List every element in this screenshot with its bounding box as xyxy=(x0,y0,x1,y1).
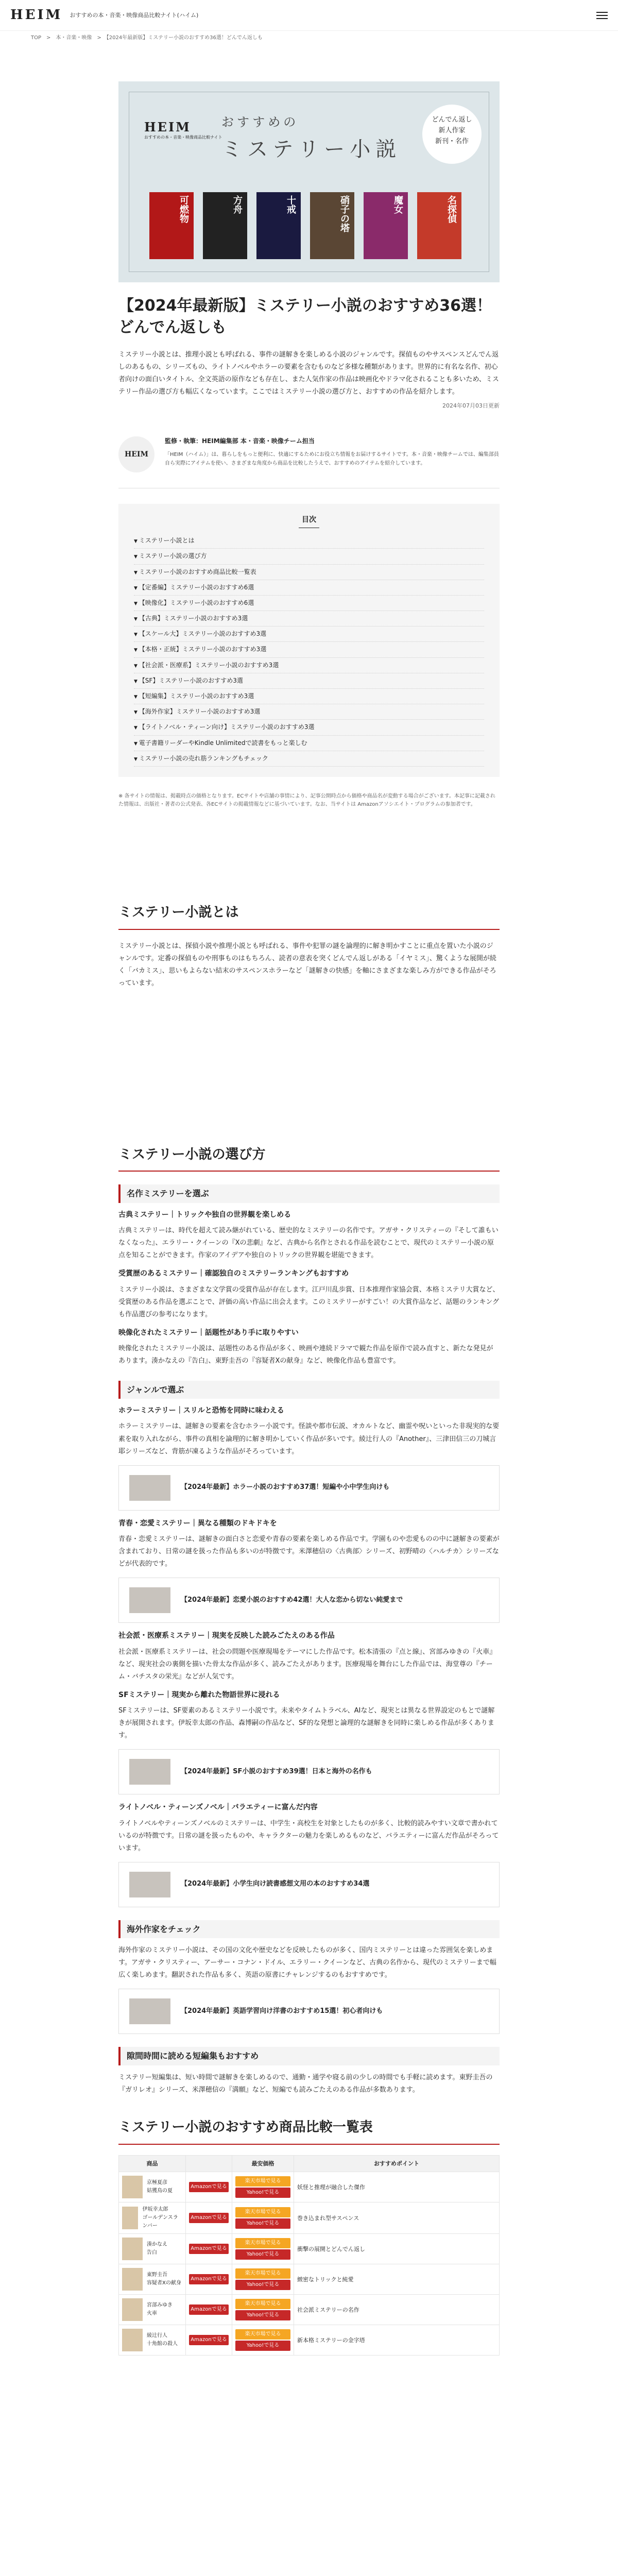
toc-link[interactable]: ▼ 【定番編】ミステリー小説のおすすめ6選 xyxy=(134,580,484,596)
toc-link[interactable]: ▼ 【本格・正統】ミステリー小説のおすすめ3選 xyxy=(134,642,484,657)
toc-link[interactable]: ▼ 【短編集】ミステリー小説のおすすめ3選 xyxy=(134,689,484,704)
topic-text: 青春・恋愛ミステリーは、謎解きの面白さと恋愛や青春の要素を楽しめる作品です。学園ものや恋愛ものの中に謎解きの要素が含まれており、日常の謎を扱った作品も多いのが特徴です。米澤穂信の〈古典部〉シリーズ、初野晴の〈ハルチカ〉シリーズなどが代表的です。 xyxy=(118,1535,500,1568)
toc-link[interactable]: ▼ ミステリー小説の選び方 xyxy=(134,549,484,564)
topic-text: 古典ミステリーは、時代を超えて読み継がれている、歴史的なミステリーの名作です。アガサ・クリスティーの『そして誰もいなくなった』、エラリー・クイーンの『Xの悲劇』など、古典から名作とされる作品を読むことで、現代のミステリー小説の原点を知ることができます。作家のアイデアや独自のトリックの世界観を堪能できます。 xyxy=(118,1227,499,1260)
rakuten-button[interactable]: 楽天市場で見る xyxy=(235,2238,290,2248)
column-header: 最安価格 xyxy=(232,2155,294,2172)
product-thumbnail xyxy=(122,2238,143,2260)
topic-heading: 受賞歴のあるミステリー｜確認独自のミステリーランキングもおすすめ xyxy=(118,1269,349,1278)
rakuten-button[interactable]: 楽天市場で見る xyxy=(235,2176,290,2187)
rakuten-button[interactable]: 楽天市場で見る xyxy=(235,2329,290,2340)
point-cell: 妖怪と推理が融合した傑作 xyxy=(294,2172,500,2202)
toc-link[interactable]: ▼ 【ライトノベル・ティーン向け】ミステリー小説のおすすめ3選 xyxy=(134,720,484,735)
toc-link[interactable]: ▼ ミステリー小説とは xyxy=(134,533,484,549)
site-description: おすすめの本・音楽・映像商品比較ナイト(ハイム) xyxy=(70,11,199,19)
article xyxy=(118,81,500,2355)
hero-logo-sub: おすすめの本・音楽・映像商品比較ナイト xyxy=(144,135,222,140)
toc-link[interactable]: ▼ 電子書籍リーダーやKindle Unlimitedで読書をもっと楽しむ xyxy=(134,736,484,751)
column-header: おすすめポイント xyxy=(294,2155,500,2172)
product-thumbnail xyxy=(122,2298,143,2321)
section-heading: ミステリー小説の選び方 xyxy=(118,1144,500,1172)
product-cell[interactable]: 綾辻行人 十角館の殺人 xyxy=(119,2325,186,2355)
product-cell[interactable]: 伊坂幸太郎 ゴールデンスランバー xyxy=(119,2202,186,2234)
toc-link[interactable]: ▼ 【海外作家】ミステリー小説のおすすめ3選 xyxy=(134,704,484,720)
table-row xyxy=(119,2325,500,2355)
product-thumbnail xyxy=(122,2329,143,2351)
related-article-card[interactable]: 【2024年最新】SF小説のおすすめ39選！日本と海外の名作も xyxy=(118,1749,500,1794)
yahoo-button[interactable]: Yahoo!で見る xyxy=(235,2310,290,2320)
related-article-card[interactable]: 【2024年最新】英語学習向け洋書のおすすめ15選！初心者向けも xyxy=(118,1989,500,2034)
card-thumbnail xyxy=(129,1998,170,2024)
amazon-button[interactable]: Amazonで見る xyxy=(189,2213,229,2223)
comparison-table xyxy=(118,2155,500,2356)
table-row xyxy=(119,2264,500,2295)
topic-heading: ホラーミステリー｜スリルと恐怖を同時に味わえる xyxy=(118,1406,284,1415)
point-cell: 衝撃の展開とどんでん返し xyxy=(294,2234,500,2264)
topic-heading: 社会派・医療系ミステリー｜現実を反映した読みごたえのある作品 xyxy=(118,1632,335,1640)
page-title: 【2024年最新版】ミステリー小説のおすすめ36選！どんでん返しも xyxy=(118,297,492,336)
hero-badge: どんでん返し 新人作家 新刊・名作 xyxy=(422,105,482,164)
topic-text: ミステリー小説は、さまざまな文学賞の受賞作品が存在します。江戸川乱歩賞、日本推理作家協会賞、本格ミステリ大賞など、受賞歴のある作品を選ぶことで、評価の高い作品に出会えます。このミステリーがすごい！の大賞作品など、話題のランキングも作品選びの参考になります。 xyxy=(118,1285,500,1318)
related-article-card[interactable]: 【2024年最新】恋愛小説のおすすめ42選！大人な恋から切ない純愛まで xyxy=(118,1578,500,1623)
card-thumbnail xyxy=(129,1872,170,1897)
topic-text: 社会派・医療系ミステリーは、社会の問題や医療現場をテーマにした作品です。松本清張の『点と線』、宮部みゆきの『火車』など、現実社会の裏側を描いた骨太な作品が多く、読みごたえがあります。医療現場を舞台にした作品では、海堂尊の『チーム・バチスタの栄光』などが人気です。 xyxy=(118,1648,496,1681)
rakuten-button[interactable]: 楽天市場で見る xyxy=(235,2207,290,2217)
topic-heading: ライトノベル・ティーンズノベル｜バラエティーに富んだ内容 xyxy=(118,1803,318,1812)
toc-link[interactable]: ▼ 【SF】ミステリー小説のおすすめ3選 xyxy=(134,673,484,689)
toc-link[interactable]: ▼ 【映像化】ミステリー小説のおすすめ6選 xyxy=(134,596,484,611)
supervisor-avatar: HEIM xyxy=(118,436,154,472)
site-header xyxy=(0,0,618,31)
table-row xyxy=(119,2172,500,2202)
table-row xyxy=(119,2295,500,2325)
hero-book-cover: 名探偵 xyxy=(417,192,461,259)
hero-image xyxy=(118,81,500,282)
supervisor-name: 監修・執筆：HEIM編集部 本・音楽・映像チーム担当 xyxy=(165,437,315,445)
column-header: 商品 xyxy=(119,2155,186,2172)
point-cell: 新本格ミステリーの金字塔 xyxy=(294,2325,500,2355)
topic-text: ミステリー短編集は、短い時間で謎解きを楽しめるので、通勤・通学や寝る前の少しの時間でも手軽に読めます。東野圭吾の『ガリレオ』シリーズ、米澤穂信の『満願』など、短編でも読みごたえのある作品が多数あります。 xyxy=(118,2074,493,2094)
table-of-contents xyxy=(118,504,500,777)
section-heading: ミステリー小説とは xyxy=(118,902,500,930)
product-thumbnail xyxy=(122,2176,143,2198)
hero-kicker: おすすめの xyxy=(221,115,299,129)
hero-books xyxy=(149,192,461,259)
hero-book-cover: 硝子の塔 xyxy=(310,192,354,259)
amazon-button[interactable]: Amazonで見る xyxy=(189,2304,229,2315)
site-logo[interactable]: HEIM xyxy=(10,7,63,23)
amazon-button[interactable]: Amazonで見る xyxy=(189,2244,229,2254)
table-row xyxy=(119,2202,500,2234)
column-header xyxy=(186,2155,232,2172)
related-article-card[interactable]: 【2024年最新】ホラー小説のおすすめ37選！短編や小中学生向けも xyxy=(118,1465,500,1511)
updated-date: 2024年07月03日更新 xyxy=(442,402,500,410)
product-thumbnail xyxy=(122,2268,143,2291)
amazon-button[interactable]: Amazonで見る xyxy=(189,2335,229,2345)
yahoo-button[interactable]: Yahoo!で見る xyxy=(235,2341,290,2351)
sub-heading: ジャンルで選ぶ xyxy=(118,1381,500,1399)
product-cell[interactable]: 湊かなえ 告白 xyxy=(119,2234,186,2264)
point-cell: 社会派ミステリーの名作 xyxy=(294,2295,500,2325)
hero-logo: HEIM xyxy=(144,120,191,134)
hero-title: ミステリー小説 xyxy=(221,138,402,161)
sub-heading: 隙間時間に読める短編集もおすすめ xyxy=(118,2047,500,2065)
amazon-button[interactable]: Amazonで見る xyxy=(189,2182,229,2192)
amazon-button[interactable]: Amazonで見る xyxy=(189,2274,229,2284)
supervisor-text: 「HEIM（ハイム）」は、暮らしをもっと便利に、快適にするためにお役立ち情報をお届けするサイトです。本・音楽・映像チームでは、編集部員自ら実際にアイテムを使い、さまざまな角度から商品を比較したうえで、おすすめのアイテムを紹介しています。 xyxy=(165,451,499,466)
topic-text: 映像化されたミステリー小説は、話題性のある作品が多く、映画や連続ドラマで観た作品を原作で読み直すと、新たな発見があります。湊かなえの『告白』、東野圭吾の『容疑者Xの献身』など、映像化作品も豊富です。 xyxy=(118,1345,493,1365)
supervisor-box xyxy=(118,426,500,488)
sub-heading: 海外作家をチェック xyxy=(118,1920,500,1939)
product-thumbnail xyxy=(122,2207,138,2229)
related-article-card[interactable]: 【2024年最新】小学生向け読書感想文用の本のおすすめ34選 xyxy=(118,1862,500,1907)
table-row xyxy=(119,2234,500,2264)
card-thumbnail xyxy=(129,1587,170,1613)
product-cell[interactable]: 京極夏彦 姑獲鳥の夏 xyxy=(119,2172,186,2202)
yahoo-button[interactable]: Yahoo!で見る xyxy=(235,2218,290,2229)
section-heading: ミステリー小説のおすすめ商品比較一覧表 xyxy=(118,2117,500,2145)
yahoo-button[interactable]: Yahoo!で見る xyxy=(235,2280,290,2290)
toc-link[interactable]: ▼ ミステリー小説の売れ筋ランキングもチェック xyxy=(134,751,484,767)
hero-book-cover: 方舟 xyxy=(203,192,247,259)
card-thumbnail xyxy=(129,1475,170,1501)
card-thumbnail xyxy=(129,1759,170,1785)
breadcrumb[interactable]: TOP > 本・音楽・映像 > 【2024年最新版】ミステリー小説のおすすめ36選！どんでん返しも xyxy=(31,35,263,41)
topic-heading: 青春・恋愛ミステリー｜異なる種類のドキドキを xyxy=(118,1519,277,1528)
topic-heading: SFミステリー｜現実から離れた物語世界に浸れる xyxy=(118,1690,280,1699)
yahoo-button[interactable]: Yahoo!で見る xyxy=(235,2188,290,2198)
product-cell[interactable]: 宮部みゆき 火車 xyxy=(119,2295,186,2325)
topic-heading: 映像化されたミステリー｜話題性があり手に取りやすい xyxy=(118,1329,299,1337)
hamburger-menu-icon[interactable] xyxy=(596,12,608,19)
intro-text: ミステリー小説とは、推理小説とも呼ばれる、事件の謎解きを楽しめる小説のジャンルです。探偵ものやサスペンスどんでん返しのあるもの、シリーズもの、ライトノベルやホラーの要素を含むものなど多様な種類があります。世界的に有名な名作、初心者向けの面白いタイトル、全文英語の原作なども存在し、また人気作家の作品は映画化やドラマ化されることも多いため、ミステリー作品の選び方も幅広くなっています。ここではミステリー小説の選び方と、おすすめの作品を紹介します。 xyxy=(118,351,499,396)
point-cell: 巻き込まれ型サスペンス xyxy=(294,2202,500,2234)
toc-link[interactable]: ▼ 【古典】ミステリー小説のおすすめ3選 xyxy=(134,611,484,626)
hero-book-cover: 可燃物 xyxy=(149,192,194,259)
rakuten-button[interactable]: 楽天市場で見る xyxy=(235,2299,290,2309)
toc-heading: 目次 xyxy=(134,514,484,528)
topic-text: 海外作家のミステリー小説は、その国の文化や歴史などを反映したものが多く、国内ミステリーとは違った雰囲気を楽しめます。アガサ・クリスティー、アーサー・コナン・ドイル、エラリー・クイーンなど、古典の名作から、現代のミステリーまで幅広く楽しめます。翻訳された作品も多く、英語の原書にチャレンジするのもおすすめです。 xyxy=(118,1946,496,1979)
hero-book-cover: 魔女 xyxy=(364,192,408,259)
point-cell: 緻密なトリックと純愛 xyxy=(294,2264,500,2295)
section-text: ミステリー小説とは、探偵小説や推理小説とも呼ばれる、事件や犯罪の謎を論理的に解き明かすことに重点を置いた小説のジャンルです。定番の探偵ものや刑事ものはもちろん、読者の意表を突くどんでん返しがある「イヤミス」、驚くような展開が続く「バカミス」、思いもよらない結末のサスペンスホラーなど「謎解きの快感」を軸にさまざまな楽しみ方ができる作品がそろっています。 xyxy=(118,942,496,987)
disclaimer-note: ※ 各サイトの情報は、掲載時点の価格となります。ECサイトや店舗の事情により、記事公開時点から価格や商品名が変動する場合がございます。本記事に記載された情報は、出版社・著者の公式発表、各ECサイトの掲載情報などに基づいています。なお、当サイトは Amazonアソシエイト・プログラムの参加者です。 xyxy=(118,793,495,808)
hero-book-cover: 十戒 xyxy=(256,192,301,259)
topic-text: ライトノベルやティーンズノベルのミステリーは、中学生・高校生を対象としたものが多く、比較的読みやすい文章で書かれているのが特徴です。日常の謎を扱ったものや、キャラクターの魅力を楽しめるものなど、バラエティーに富んだ作品がそろっています。 xyxy=(118,1819,499,1852)
topic-text: ホラーミステリーは、謎解きの要素を含むホラー小説です。怪談や都市伝説、オカルトなど、幽霊や呪いといった非現実的な要素を取り入れながら、事件の真相を論理的に解き明かしていく作品が多いです。綾辻行人の『Another』、三津田信三の刀城言耶シリーズなど、背筋が凍るような作品がそろっています。 xyxy=(118,1422,500,1455)
toc-link[interactable]: ▼ 【スケール大】ミステリー小説のおすすめ3選 xyxy=(134,626,484,642)
toc-link[interactable]: ▼ 【社会派・医療系】ミステリー小説のおすすめ3選 xyxy=(134,658,484,673)
product-cell[interactable]: 東野圭吾 容疑者Xの献身 xyxy=(119,2264,186,2295)
rakuten-button[interactable]: 楽天市場で見る xyxy=(235,2268,290,2279)
topic-heading: 古典ミステリー｜トリックや独自の世界観を楽しめる xyxy=(118,1210,291,1219)
yahoo-button[interactable]: Yahoo!で見る xyxy=(235,2249,290,2260)
sub-heading: 名作ミステリーを選ぶ xyxy=(118,1184,500,1203)
topic-text: SFミステリーは、SF要素のあるミステリー小説です。未来やタイムトラベル、AIなど、現実とは異なる世界設定のもとで謎解きが展開されます。伊坂幸太郎の作品、森博嗣の作品など、SF的な発想と論理的な謎解きを同時に楽しめる作品が多くあります。 xyxy=(118,1707,495,1740)
toc-link[interactable]: ▼ ミステリー小説のおすすめ商品比較一覧表 xyxy=(134,565,484,580)
